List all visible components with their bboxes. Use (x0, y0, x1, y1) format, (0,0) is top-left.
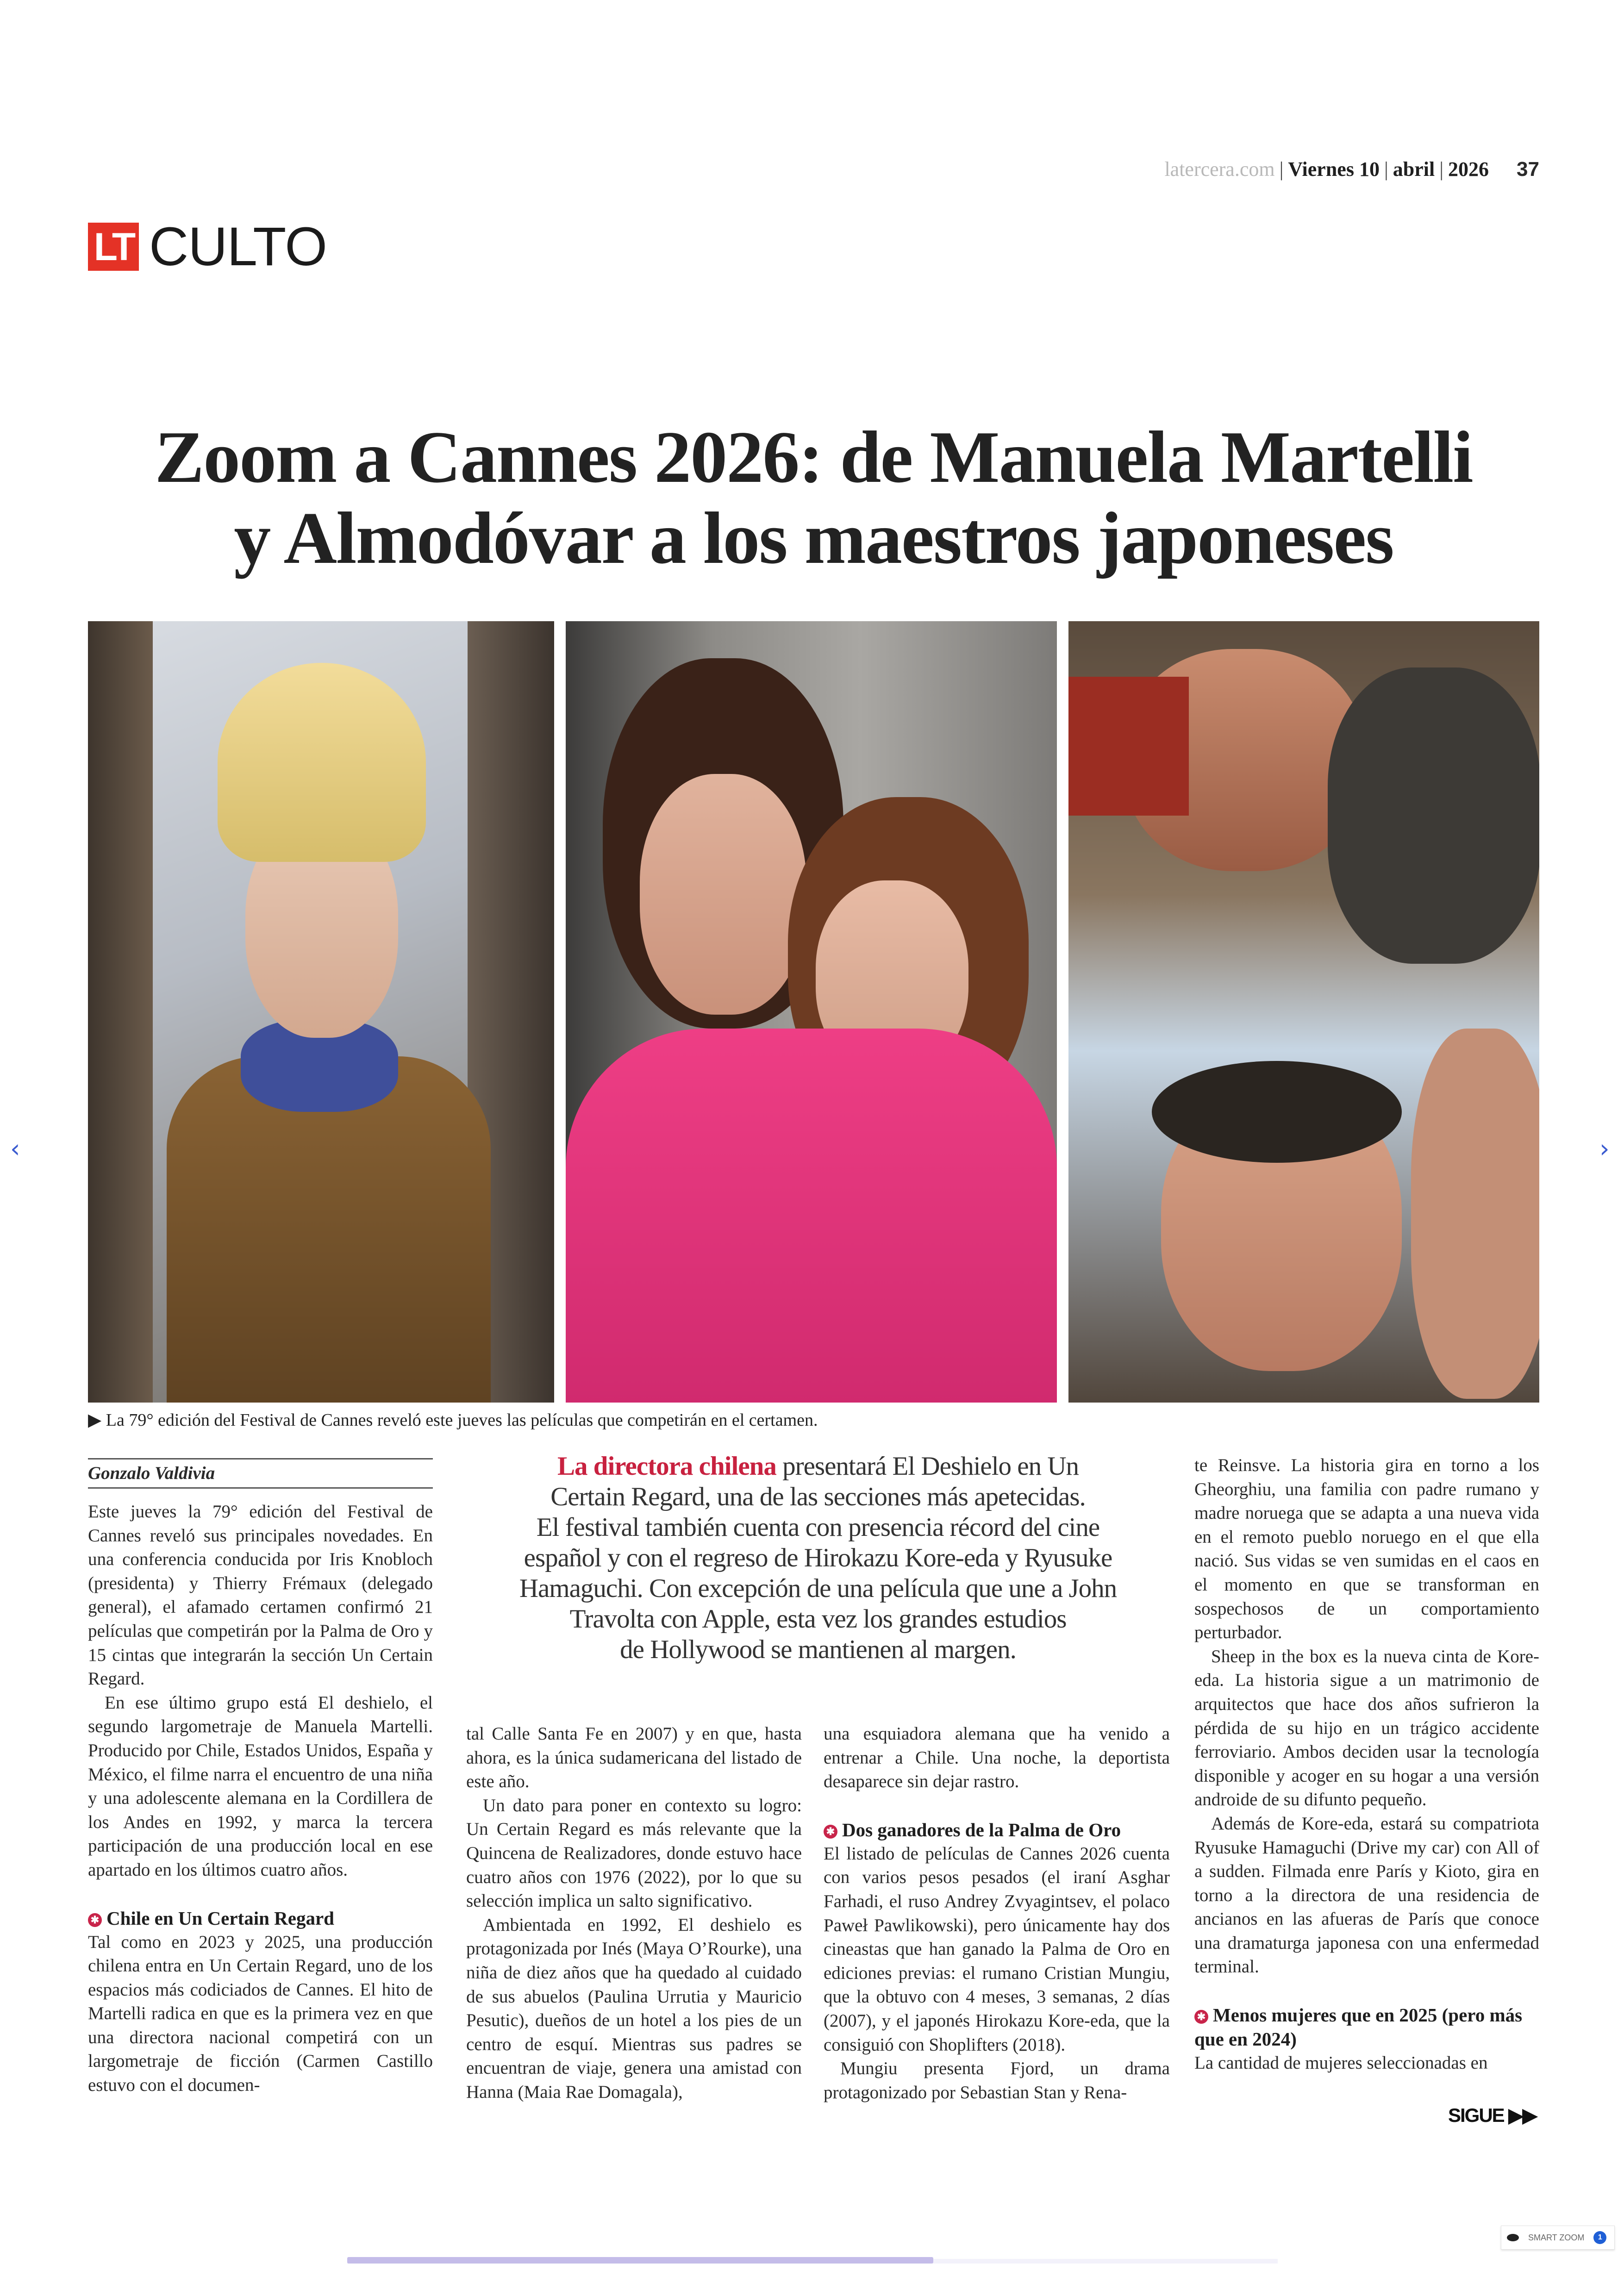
page-header-dateline: latercera.com | Viernes 10 | abril | 2026 37 (1164, 158, 1539, 181)
paragraph: te Reinsve. La historia gira en torno a los Gheorghiu, una familia con padre rumano y madre noruega que se adapta a una nueva vida en el remoto pueblo noruego en el que ella nació. Sus vidas se ven sumidas en el caos en el momento en que se transforman en sospechosos de un comportamiento perturbador. (1194, 1455, 1539, 1643)
pull-quote-line: español y con el regreso de Hirokazu Kore-eda y Ryusuke (524, 1543, 1112, 1572)
paragraph: El listado de películas de Cannes 2026 cuenta con varios pesos pesados (el iraní Asghar Farhadi, el ruso Andrey Zvyagintsev, el polaco Paweł Pawlikowski), pero únicamente hay dos cineastas que han ganado la Palma de Oro en ediciones previas: el rumano Cristian Mungiu, que la obtuvo con 4 meses, 3 semanas, 2 días (2007), y el japonés Hirokazu Kore-eda, que la consiguió con Shoplifters (2018). (824, 1843, 1170, 2055)
caption-text: La 79° edición del Festival de Cannes reveló este jueves las películas que competirán en el certamen. (106, 1410, 818, 1430)
paragraph: Tal como en 2023 y 2025, una producción chilena entra en Un Certain Regard, uno de los espacios más codiciados de Cannes. El hito de Martelli radica en que es la primera vez en que una directora nacional competirá con un largometraje de ficción (Carmen Castillo estuvo con el documen- (88, 1932, 433, 2095)
pull-quote-line: Travolta con Apple, esta vez los grandes estudios (569, 1604, 1067, 1634)
pull-quote-line: Hamaguchi. Con excepción de una película que une a John (519, 1574, 1117, 1603)
continues-marker: SIGUE ▶▶ (1448, 2104, 1537, 2126)
byline: Gonzalo Valdivia (88, 1458, 433, 1489)
page-number: 37 (1517, 158, 1539, 181)
star-bullet-icon: ✱ (88, 1913, 102, 1927)
subheading: ✱ Chile en Un Certain Regard (88, 1906, 433, 1930)
pull-quote-lead: La directora chilena (557, 1452, 776, 1481)
paragraph: En ese último grupo está El deshielo, el segundo largometraje de Manuela Martelli. Producido por Chile, Estados Unidos, España y México, el filme narra el encuentro de una niña y una adolescente alemana en la Cordillera de los Andes en 1992, y marca la tercera participación de una producción local en ese apartado en los últimos cuatro años. (88, 1692, 433, 1880)
photo-girl-in-snow (88, 621, 554, 1403)
chevron-right-icon[interactable]: › (1599, 1134, 1610, 1163)
date-month: abril (1393, 158, 1435, 181)
photo-caption (88, 1409, 818, 1430)
subheading: ✱ Dos ganadores de la Palma de Oro (824, 1818, 1170, 1842)
scrollbar-thumb[interactable] (347, 2257, 933, 2264)
article-column-3 (824, 1722, 1170, 2104)
photo-screaming-boys (1068, 621, 1539, 1403)
pull-quote-line: El festival también cuenta con presencia récord del cine (536, 1513, 1100, 1542)
smart-zoom-button[interactable] (1501, 2226, 1615, 2250)
subheading: ✱ Menos mujeres que en 2025 (pero más que en 2024) (1194, 2004, 1523, 2050)
photo-two-women-embrace (566, 621, 1057, 1403)
star-bullet-icon: ✱ (1194, 2010, 1208, 2024)
paragraph: Además de Kore-eda, estará su compatriota Ryusuke Hamaguchi (Drive my car) con All of a sudden. Filmada enre París y Kioto, gira en torno a la directora de una residencia de ancianos en las afueras de París que conoce una dramaturga japonesa con una enfermedad terminal. (1194, 1813, 1539, 1977)
pull-quote-line: Certain Regard, una de las secciones más apetecidas. (550, 1482, 1086, 1511)
article-headline (69, 417, 1558, 579)
smart-zoom-label: SMART ZOOM (1528, 2233, 1585, 2242)
pull-quote-line: La directora chilena presentará El Deshielo en Un (557, 1452, 1079, 1481)
paragraph: Sheep in the box es la nueva cinta de Kore-eda. La historia sigue a un matrimonio de arquitectos que hace dos años sufrieron la pérdida de su hijo en un trágico accidente ferroviario. Ambos deciden usar la tecnología disponible y acoger en su hogar a una versión androide de su difunto pequeño. (1194, 1646, 1539, 1810)
paragraph: una esquiadora alemana que ha venido a entrenar a Chile. Una noche, la deportista desaparece sin dejar rastro. (824, 1724, 1170, 1792)
section-logo (88, 216, 327, 277)
article-column-2 (466, 1722, 802, 2104)
pull-quote-line: de Hollywood se mantienen al margen. (620, 1635, 1016, 1664)
double-arrow-icon: ▶▶ (1504, 2104, 1537, 2126)
paragraph: Ambientada en 1992, El deshielo es protagonizada por Inés (Maya O’Rourke), una niña de diez años que ha quedado al cuidado de sus abuelos (Paulina Urrutia y Mauricio Pesutic), dueños de un hotel a los pies de un centro de esquí. Mientras sus padres se encuentran de viaje, genera una amistad con Hanna (Maia Rae Domagala), (466, 1915, 802, 2102)
article-column-1 (88, 1458, 433, 2097)
chevron-left-icon[interactable]: ‹ (10, 1134, 20, 1163)
eye-icon (1507, 2234, 1519, 2241)
headline-line: y Almodóvar a los maestros japoneses (234, 497, 1393, 579)
article-column-4 (1194, 1453, 1539, 2075)
caption-arrow-icon: ▶ (88, 1410, 106, 1430)
paragraph: Un dato para poner en contexto su logro: Un Certain Regard es más relevante que la Quincena de Realizadores, donde estuvo hace cuatro años con 1976 (2022), por lo que su selección implica un salto significativo. (466, 1795, 802, 1911)
site-name: latercera.com (1164, 158, 1275, 181)
date-day: Viernes 10 (1288, 158, 1380, 181)
star-bullet-icon: ✱ (824, 1825, 837, 1839)
paragraph: tal Calle Santa Fe en 2007) y en que, hasta ahora, es la única sudamericana del listado de este año. (466, 1724, 802, 1792)
paragraph: La cantidad de mujeres seleccionadas en (1194, 2053, 1488, 2073)
smart-zoom-count-badge: 1 (1593, 2231, 1606, 2244)
pull-quote (466, 1451, 1170, 1665)
headline-line: Zoom a Cannes 2026: de Manuela Martelli (155, 416, 1473, 498)
lt-logo-mark: LT (88, 223, 139, 271)
paragraph: Mungiu presenta Fjord, un drama protagonizado por Sebastian Stan y Rena- (824, 2058, 1170, 2102)
paragraph: Este jueves la 79° edición del Festival de Cannes reveló sus principales novedades. En una conferencia conducida por Iris Knobloch (presidenta) y Thierry Frémaux (delegado general), el afamado certamen confirmó 21 películas que competirán por la Palma de Oro y 15 cintas que integrarán la sección Un Certain Regard. (88, 1502, 433, 1689)
section-name: CULTO (149, 216, 327, 277)
date-year: 2026 (1448, 158, 1489, 181)
